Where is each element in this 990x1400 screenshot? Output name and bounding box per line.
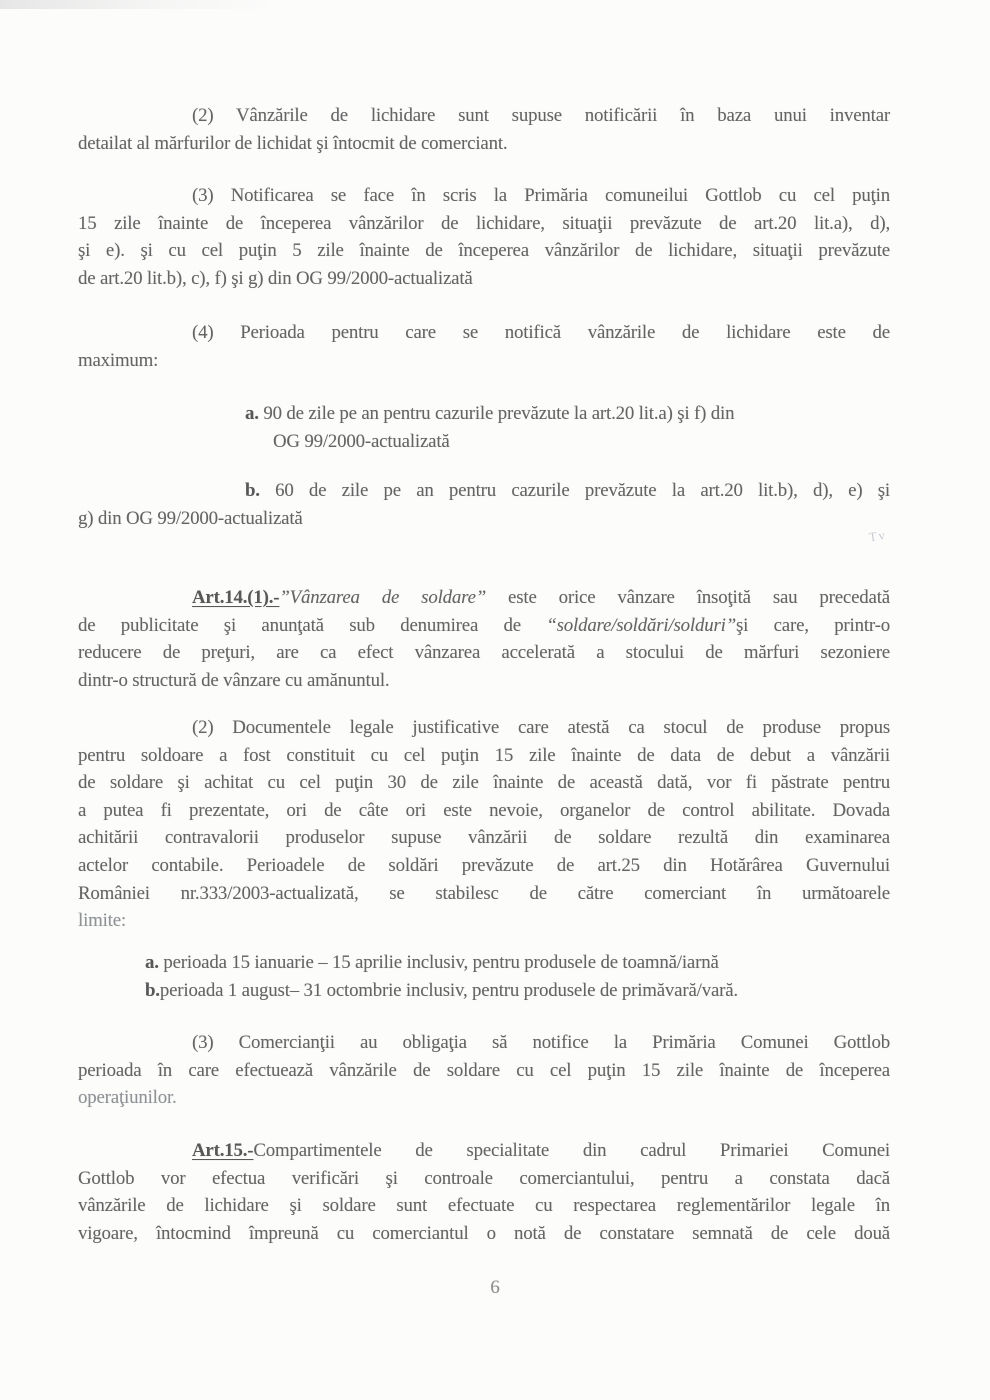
quoted-term: ”Vânzarea de soldare” [279,587,487,608]
text-line: (2) Vânzările de lichidare sunt supuse notificării în baza unui inventar [192,105,890,126]
list-text: 60 de zile pe an pentru cazurile prevăzute la art.20 lit.b), d), e) şi [259,480,890,501]
scan-artifact-mark: Tv [868,527,888,545]
text-line: şi e). şi cu cel puţin 5 zile înainte de începerea vânzărilor de lichidare, situaţii prevăzute [78,240,890,262]
text-line: achitării contravalorii produselor supuse vânzării de soldare rezultă din examinarea [78,827,890,849]
paragraph-lichidare-3 [78,182,890,292]
text-line: 15 zile înainte de începerea vânzărilor de lichidare, situaţii prevăzute de art.20 lit.a), d), [78,212,890,234]
text-line: limite: [78,910,126,932]
text-line: (4) Perioada pentru care se notifică vânzările de lichidare este de [192,322,890,343]
text-line [78,584,890,612]
list-text: 90 de zile pe an pentru cazurile prevăzute la art.20 lit.a) şi f) din [258,403,735,424]
text-line: operaţiunilor. [78,1087,177,1109]
page-number: 6 [490,1277,500,1298]
paragraph-art14 [78,584,890,694]
text-segment: este orice vânzare însoţită sau precedată [486,587,890,608]
text-segment: Compartimentele de specialitate din cadrul Primariei Comunei [253,1140,890,1161]
text-line: (2) Documentele legale justificative care atestă ca stocul de produse propus [192,717,890,738]
text-line: (3) Notificarea se face în scris la Primăria comuneilui Gottlob cu cel puţin [192,185,890,206]
text-line: reducere de preţuri, are ca efect vânzarea accelerată a stocului de mărfuri sezoniere [78,642,890,664]
list-marker: b. [245,480,260,501]
article-14-label: Art.14.(1).- [192,587,280,608]
paragraph-lichidare-4 [78,319,890,374]
text-line: vânzările de lichidare şi soldare sunt efectuate cu respectarea reglementărilor legale în [78,1195,890,1217]
quoted-term: “soldare/soldări/solduri” [546,614,736,636]
list-item-a-90-zile [245,400,890,455]
text-line: detailat al mărfurilor de lichidat şi întocmit de comerciant. [78,132,508,154]
text-line [145,949,915,977]
text-line [78,477,890,505]
text-line: a putea fi prezentate, ori de câte ori este nevoie, organelor de control abilitate. Dovada [78,799,890,821]
text-line [78,1137,890,1165]
list-marker: b. [145,979,160,1001]
paragraph-soldare-2 [78,714,890,935]
paragraph-art15 [78,1137,890,1247]
list-text: perioada 1 august– 31 octombrie inclusiv, pentru produsele de primăvară/vară. [159,979,738,1001]
text-line: g) din OG 99/2000-actualizată [78,507,303,529]
list-marker: a. [145,952,159,973]
paragraph-lichidare-2 [78,102,890,157]
text-line: de art.20 lit.b), c), f) şi g) din OG 99/2000-actualizată [78,267,473,289]
list-text: perioada 15 ianuarie – 15 aprilie inclusiv, pentru produsele de toamnă/iarnă [158,952,719,973]
scan-edge-smudge [0,0,280,9]
text-line: Gottlob vor efectua verificări şi controale comerciantului, pentru a constata dacă [78,1167,890,1189]
text-line [245,400,890,428]
text-line: perioada în care efectuează vânzările de soldare cu cel puţin 15 zile înainte de începerea [78,1059,890,1081]
text-line: României nr.333/2003-actualizată, se stabilesc de către comerciant în următoarele [78,882,890,904]
text-line: dintr-o structură de vânzare cu amănuntul. [78,669,390,691]
text-line: actelor contabile. Perioadele de soldări prevăzute de art.25 din Hotărârea Guvernului [78,854,890,876]
text-line: (3) Comercianţii au obligaţia să notifice la Primăria Comunei Gottlob [192,1032,890,1053]
list-marker: a. [245,403,259,424]
text-line: de soldare şi achitat cu cel puţin 30 de zile înainte de această dată, vor fi păstrate pentru [78,772,890,794]
text-line [145,977,915,1005]
paragraph-soldare-3 [78,1029,890,1112]
list-item-b-60-zile [78,477,890,532]
list-perioada [145,949,915,1004]
text-segment: şi care, printr-o [736,614,890,636]
text-segment: de publicitate şi anunţată sub denumirea de [78,614,547,636]
text-line: maximum: [78,349,159,371]
text-line [78,612,890,640]
text-line: vigoare, întocmind împreună cu comerciantul o notă de constatare semnată de cele două [78,1222,890,1244]
text-line: OG 99/2000-actualizată [273,430,450,452]
article-15-label: Art.15.- [192,1140,254,1161]
text-line: pentru soldoare a fost constituit cu cel puţin 15 zile înainte de data de debut a vânzării [78,744,890,766]
